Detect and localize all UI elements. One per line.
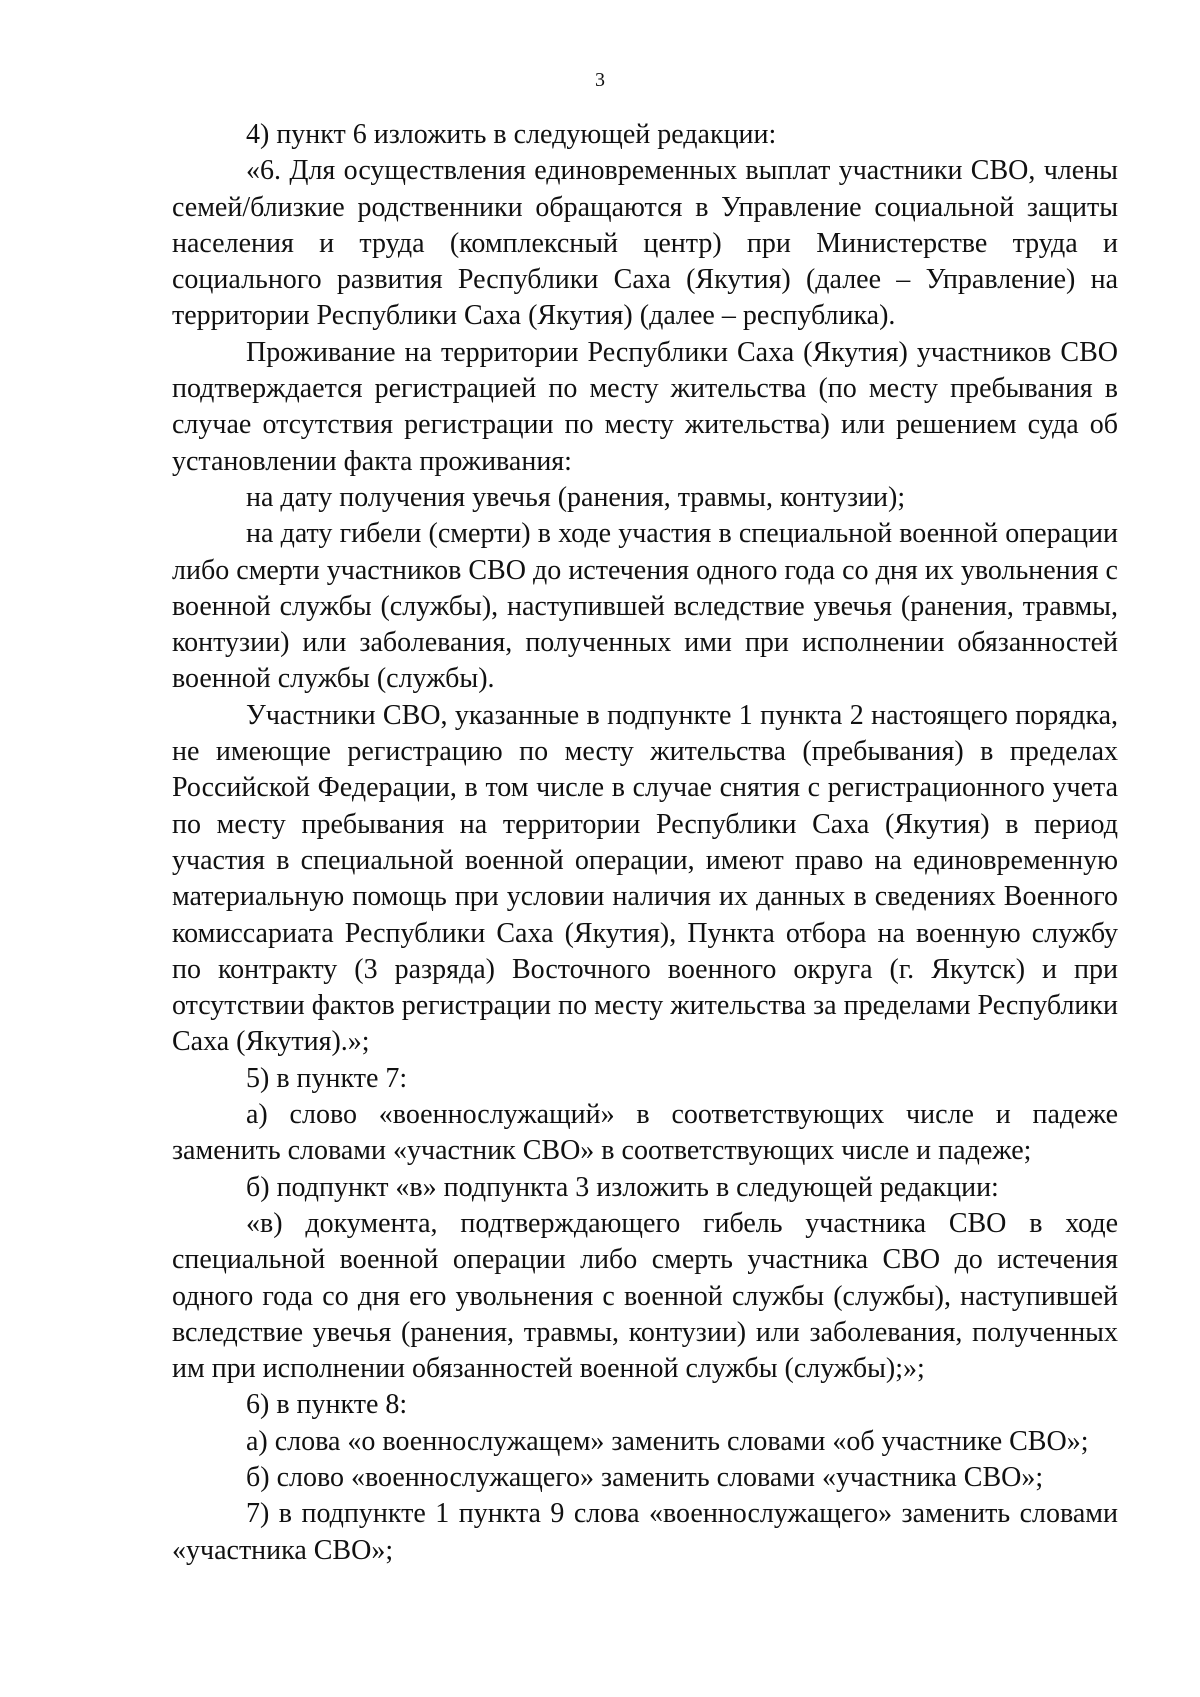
paragraph-residence-confirmation: Проживание на территории Республики Саха (Якутия) участников СВО подтверждается регистрацией по месту жительства (по месту пребывания в случае отсутствия регистрации по месту жительства) или решением суда об установлении факта проживания: <box>172 336 1118 477</box>
paragraph-item-5-heading: 5) в пункте 7: <box>246 1062 408 1094</box>
document-body <box>172 117 1118 1569</box>
page-number: 3 <box>595 69 605 91</box>
paragraph-injury-date: на дату получения увечья (ранения, травмы, контузии); <box>246 481 906 513</box>
paragraph-item-6b: б) слово «военнослужащего» заменить словами «участника СВО»; <box>246 1461 1044 1493</box>
paragraph-unregistered-participants: Участники СВО, указанные в подпункте 1 пункта 2 настоящего порядка, не имеющие регистрацию по месту жительства (пребывания) в пределах Российской Федерации, в том числе в случае снятия с регистрационного учета по месту пребывания на территории Республики Саха (Якутия) в период участия в специальной военной операции, имеют право на единовременную материальную помощь при условии наличия их данных в сведениях Военного комиссариата Республики Саха (Якутия), Пункта отбора на военную службу по контракту (3 разряда) Восточного военного округа (г. Якутск) и при отсутствии фактов регистрации по месту жительства за пределами Республики Саха (Якутия).»; <box>172 699 1118 1058</box>
paragraph-item-6a: а) слова «о военнослужащем» заменить словами «об участнике СВО»; <box>246 1425 1089 1457</box>
paragraph-item-4-heading: 4) пункт 6 изложить в следующей редакции: <box>246 119 777 150</box>
paragraph-subitem-v-text: «в) документа, подтверждающего гибель участника СВО в ходе специальной военной операции либо смерть участника СВО до истечения одного года со дня его увольнения с военной службы (службы), наступившей вследствие увечья (ранения, травмы, контузии) или заболевания, полученных им при исполнении обязанностей военной службы (службы);»; <box>172 1207 1118 1385</box>
paragraph-item-5b: б) подпункт «в» подпункта 3 изложить в следующей редакции: <box>246 1171 999 1203</box>
paragraph-point-6-text: «6. Для осуществления единовременных выплат участники СВО, члены семей/близкие родственники обращаются в Управление социальной защиты населения и труда (комплексный центр) при Министерстве труда и социального развития Республики Саха (Якутия) (далее – Управление) на территории Республики Саха (Якутия) (далее – республика). <box>172 155 1118 332</box>
paragraph-item-6-heading: 6) в пункте 8: <box>246 1389 408 1421</box>
paragraph-death-date: на дату гибели (смерти) в ходе участия в специальной военной операции либо смерти участников СВО до истечения одного года со дня их увольнения с военной службы (службы), наступившей вследствие увечья (ранения, травмы, контузии) или заболевания, полученных ими при исполнении обязанностей военной службы (службы). <box>172 518 1118 695</box>
paragraph-item-7: 7) в подпункте 1 пункта 9 слова «военнослужащего» заменить словами «участника СВО»; <box>172 1498 1118 1566</box>
paragraph-item-5a: а) слово «военнослужащий» в соответствующих числе и падеже заменить словами «участник СВО» в соответствующих числе и падеже; <box>172 1099 1118 1167</box>
